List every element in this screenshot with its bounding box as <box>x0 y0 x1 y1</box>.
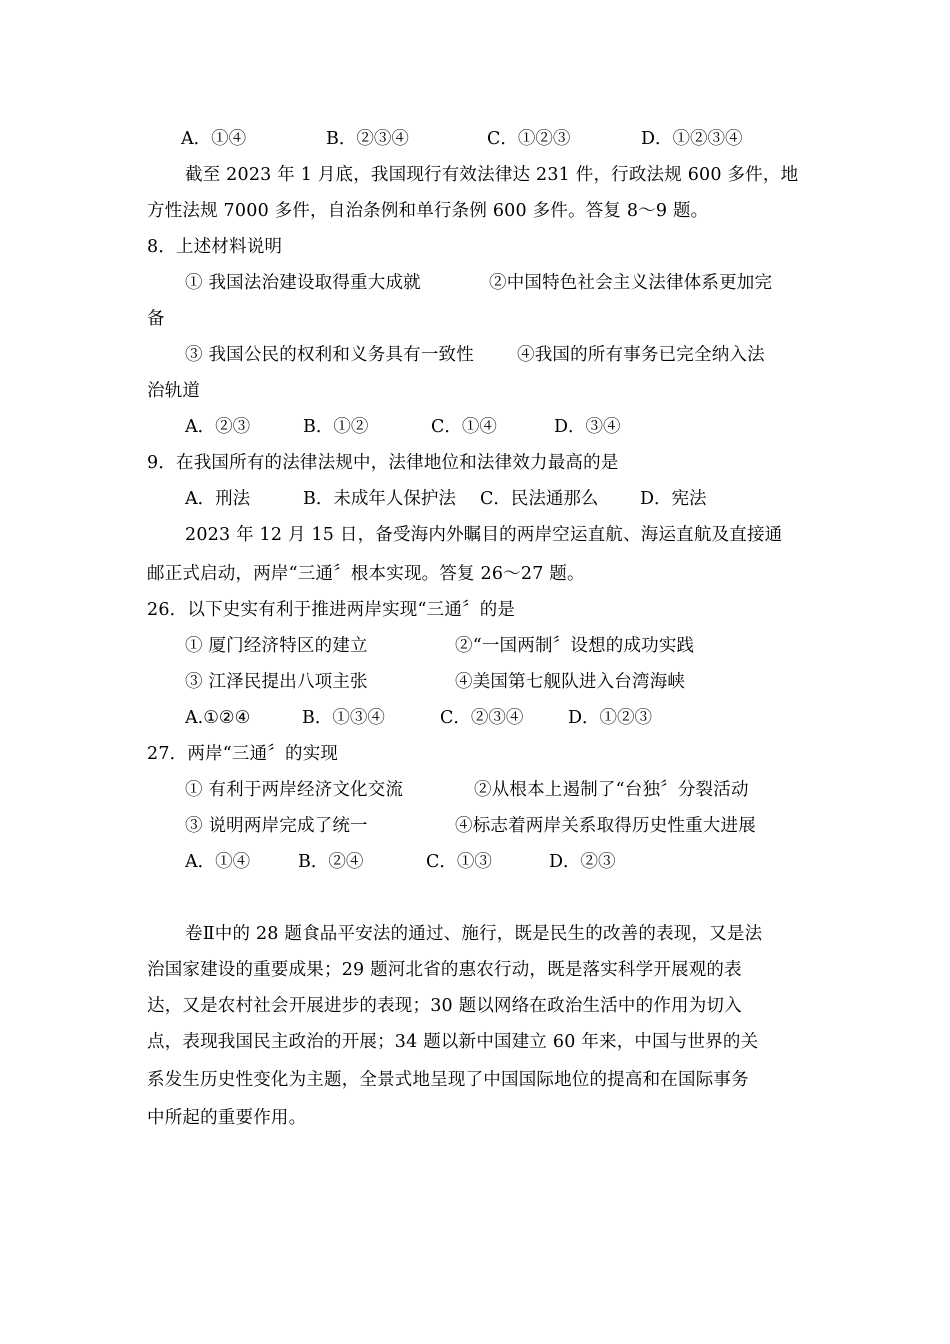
q27-item2: ②从根本上遏制了“台独〞分裂活动 <box>474 780 749 800</box>
material1-line1: 截至 2023 年 1 月底，我国现行有效法律达 231 件，行政法规 600 多件，地 <box>185 165 799 185</box>
q26-item3: ③ 江泽民提出八项主张 <box>185 672 368 692</box>
summary-line: 卷Ⅱ中的 28 题食品平安法的通过、施行，既是民生的改善的表现，又是法 <box>185 924 763 944</box>
q26-item2: ②“一国两制〞设想的成功实践 <box>455 636 695 656</box>
q7-option-d: D．①②③④ <box>641 129 743 149</box>
q27-stem: 27．两岸“三通〞的实现 <box>147 744 339 764</box>
q8-item4-cont: 治轨道 <box>147 381 201 401</box>
summary-line: 中所起的重要作用。 <box>147 1108 307 1128</box>
q9-option-c: C．民法通那么 <box>480 489 599 509</box>
q26-stem: 26．以下史实有利于推进两岸实现“三通〞的是 <box>147 600 516 620</box>
q27-option-a: A．①④ <box>185 852 251 872</box>
q7-option-c: C．①②③ <box>487 129 571 149</box>
q26-option-b: B．①③④ <box>302 708 385 728</box>
summary-line: 系发生历史性变化为主题，全景式地呈现了中国国际地位的提高和在国际事务 <box>147 1070 749 1090</box>
q9-option-a: A．刑法 <box>185 489 251 509</box>
q8-option-c: C．①④ <box>431 417 497 437</box>
q27-item1: ① 有利于两岸经济文化交流 <box>185 780 404 800</box>
q26-option-d: D．①②③ <box>568 708 653 728</box>
q8-item1: ① 我国法治建设取得重大成就 <box>185 273 421 293</box>
q7-option-a: A．①④ <box>181 129 247 149</box>
q27-item4: ④标志着两岸关系取得历史性重大进展 <box>455 816 756 836</box>
summary-line: 治国家建设的重要成果；29 题河北省的惠农行动，既是落实科学开展观的表 <box>147 960 742 980</box>
q26-item1: ① 厦门经济特区的建立 <box>185 636 368 656</box>
summary-line: 达，又是农村社会开展进步的表现；30 题以网络在政治生活中的作用为切入 <box>147 996 742 1016</box>
q26-option-c: C．②③④ <box>440 708 524 728</box>
q26-item4: ④美国第七舰队进入台湾海峡 <box>455 672 686 692</box>
q8-option-a: A．②③ <box>185 417 251 437</box>
material1-line2: 方性法规 7000 多件，自治条例和单行条例 600 多件。答复 8～9 题。 <box>147 201 709 221</box>
q27-option-d: D．②③ <box>549 852 616 872</box>
material2-line2: 邮正式启动，两岸“三通〞根本实现。答复 26～27 题。 <box>147 564 585 584</box>
q7-option-b: B．②③④ <box>326 129 409 149</box>
q9-option-d: D．宪法 <box>640 489 707 509</box>
q8-option-b: B．①② <box>303 417 369 437</box>
q27-item3: ③ 说明两岸完成了统一 <box>185 816 368 836</box>
q8-item3: ③ 我国公民的权利和义务具有一致性 <box>185 345 474 365</box>
q8-item4: ④我国的所有事务已完全纳入法 <box>517 345 765 365</box>
q8-item2: ②中国特色社会主义法律体系更加完 <box>489 273 773 293</box>
summary-line: 点，表现我国民主政治的开展；34 题以新中国建立 60 年来，中国与世界的关 <box>147 1032 759 1052</box>
q27-option-c: C．①③ <box>426 852 492 872</box>
q9-option-b: B．未成年人保护法 <box>303 489 456 509</box>
q8-stem: 8．上述材料说明 <box>147 237 283 257</box>
q27-option-b: B．②④ <box>298 852 364 872</box>
q9-stem: 9．在我国所有的法律法规中，法律地位和法律效力最高的是 <box>147 453 619 473</box>
q8-item2-cont: 备 <box>147 309 165 329</box>
q26-option-a: A.①②④ <box>185 708 251 728</box>
material2-line1: 2023 年 12 月 15 日，备受海内外瞩目的两岸空运直航、海运直航及直接通 <box>185 525 783 545</box>
q8-option-d: D．③④ <box>554 417 621 437</box>
